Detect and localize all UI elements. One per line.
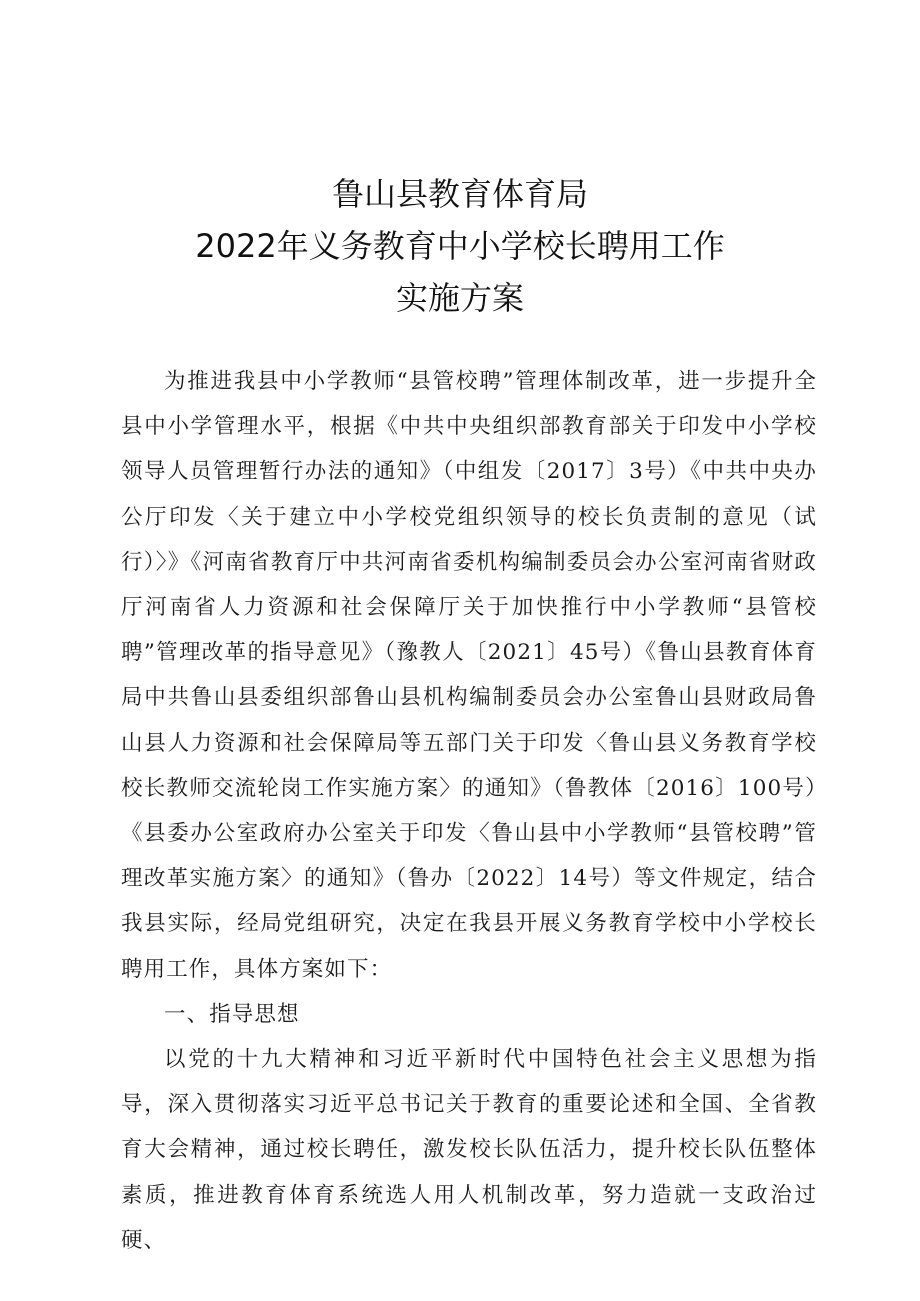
- title-line-2: 2022年义务教育中小学校长聘用工作: [195, 227, 725, 265]
- section-heading-guiding-ideology: 一、指导思想: [164, 1001, 300, 1027]
- document-body: [121, 359, 817, 1263]
- intro-paragraph: 为推进我县中小学教师“县管校聘”管理体制改革，进一步提升全县中小学管理水平，根据《中共中央组织部教育部关于印发中小学校领导人员管理暂行办法的通知》（中组发〔2017〕3号）《中共中央办公厅印发〈关于建立中小学校党组织领导的校长负责制的意见（试行）〉》《河南省教育厅中共河南省委机构编制委员会办公室河南省财政厅河南省人力资源和社会保障厅关于加快推行中小学教师“县管校聘”管理改革的指导意见》（豫教人〔2021〕45号）《鲁山县教育体育局中共鲁山县委组织部鲁山县机构编制委员会办公室鲁山县财政局鲁山县人力资源和社会保障局等五部门关于印发〈鲁山县义务教育学校校长教师交流轮岗工作实施方案〉的通知》（鲁教体〔2016〕100号）《县委办公室政府办公室关于印发〈鲁山县中小学教师“县管校聘”管理改革实施方案〉的通知》（鲁办〔2022〕14号）等文件规定，结合我县实际，经局党组研究，决定在我县开展义务教育学校中小学校长聘用工作，具体方案如下：: [121, 369, 817, 982]
- document-title: [0, 168, 920, 324]
- title-line-1: 鲁山县教育体育局: [331, 175, 588, 213]
- title-line-3: 实施方案: [395, 279, 524, 317]
- section-paragraph-guiding-ideology: 以党的十九大精神和习近平新时代中国特色社会主义思想为指导，深入贯彻落实习近平总书记关于教育的重要论述和全国、全省教育大会精神，通过校长聘任，激发校长队伍活力，提升校长队伍整体素质，推进教育体育系统选人用人机制改革，努力造就一支政治过硬、: [121, 1047, 817, 1253]
